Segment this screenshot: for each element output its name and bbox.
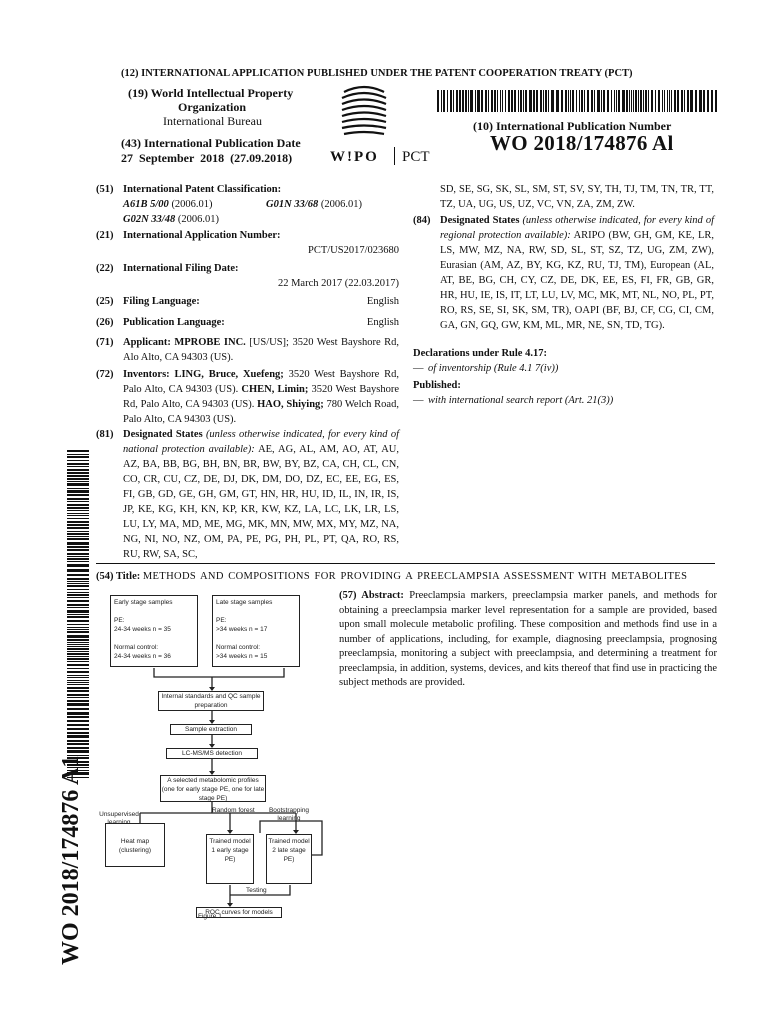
barcode-bar [67,616,89,618]
barcode-bar [67,629,89,630]
barcode-bar [614,90,615,112]
barcode-bar [677,90,679,112]
published-title: Published: [413,380,461,391]
barcode-bar [67,583,89,584]
published-section: Published: — with international search report (Art. 21(3)) [413,378,714,408]
trained-model-1-box: Trained model 1 early stage PE) [206,834,254,884]
barcode-bar [662,90,663,112]
barcode-bar [514,90,516,112]
barcode-bar [67,651,89,652]
barcode-bar [67,594,89,596]
barcode-bar [67,478,89,480]
barcode-bar [477,90,480,112]
step-metabolomic-profiles: A selected metabolomic profiles (one for early stage PE, one for late stage PE) [161,777,265,802]
barcode-bar [629,90,630,112]
early-nc-label: Normal control: [114,644,159,651]
barcode-bar [67,653,89,655]
barcode-bar [594,90,595,112]
barcode-bar [67,481,89,482]
barcode-bar [67,642,89,643]
barcode-bar [523,90,524,112]
barcode-bar [687,90,689,112]
declarations-section: Declarations under Rule 4.17: — of inventorship (Rule 4.1 7(iv)) [413,346,714,376]
barcode-bar [703,90,705,112]
field-25-filing-language: (25) Filing Language: English [96,296,399,307]
barcode-bar [67,646,89,647]
org-name-line2: Organization [178,100,246,114]
barcode-bar [551,90,554,112]
field-71-applicant: (71) Applicant: MPROBE INC. [US/US]; 3520 West Bayshore Rd, Alo Alto, CA 94303 (US). [96,337,400,363]
barcode-bar [67,690,89,692]
barcode-bar [67,574,89,576]
figure-1 [100,585,335,925]
early-nc: 24-34 weeks n = 36 [114,653,171,660]
barcode-bar [591,90,593,112]
inventor-2-address: 3520 West Bayshore Rd, Palo Alto, CA 94303 (US). [123,384,399,410]
barcode-bar [572,90,574,112]
f81-note: (unless otherwise indicated, for every kind of national protection available): [123,429,399,455]
barcode-bar [67,581,89,582]
barcode-bar [67,504,89,506]
barcode-bar [607,90,609,112]
barcode-bar [67,518,89,519]
barcode-bar [67,639,89,641]
barcode-bar [67,556,89,557]
barcode-bar [67,656,89,657]
barcode-bar [437,90,439,112]
barcode-bar [67,589,89,590]
barcode-bar [67,682,89,683]
field-84-regional-states: (84) Designated States (unless otherwise indicated, for every kind of regional protection available): ARIPO (BW, GH, GM, KE, LR, LS, MW, MZ, NA, RW, SD, SL, ST, SZ, TZ, UG, ZM, ZW), Eurasian (AM, AZ, BY, KG, KZ, RU, TJ, TM), European (AL, AT, BE, BG, CH, CY, CZ, DE, DK, EE, ES, FI, FR, GB, GR, HR, HU, IE, IS, IT, LT, LU, LV, MC, MK, MT, NL, NO, PL, PT, RO, RS, SE, SI, SK, SM, TR), OAPI (BF, BJ, CF, CG, CI, CM, GA, GN, GQ, GW, KM, ML, MR, NE, SN, TD, TG). [413,215,715,331]
barcode-bar [491,90,493,112]
barcode-bar [67,607,89,608]
section-divider [96,563,715,564]
barcode-bar [67,494,89,496]
barcode-bar [468,90,469,112]
barcode-bar [450,90,452,112]
f71-label: Applicant: [123,337,171,348]
barcode-bar [497,90,498,112]
barcode-bar [695,90,697,112]
pub-date: 27 September 2018 (27.09.2018) [121,151,293,165]
barcode-bar [67,513,89,514]
step-sample-extraction: Sample extraction [170,724,252,735]
barcode-bar [643,90,644,112]
pub-number: WO 2018/174876 Al [490,131,674,155]
barcode-bar [67,533,89,535]
barcode-bar [67,515,89,516]
barcode-bar [456,90,458,112]
barcode-bar [67,472,89,474]
barcode-bar [67,668,89,669]
barcode-bar [67,687,89,689]
pct-header-line: (12) INTERNATIONAL APPLICATION PUBLISHED UNDER THE PATENT COOPERATION TREATY (PCT) [121,68,633,79]
barcode-bar [67,549,89,551]
barcode-bar [638,90,639,112]
early-stage-samples-box [110,595,198,667]
f25-label: Filing Language: [123,296,200,307]
f81-country-list: AE, AG, AL, AM, AO, AT, AU, AZ, BA, BB, BG, BH, BN, BR, BW, BY, BZ, CA, CH, CL, CN, CO, CR, CU, CZ, DE, DJ, DK, DM, DO, DZ, EC, EE, EG, ES, FI, GB, GD, GE, GH, GM, GT, HN, HR, HU, ID, IL, IN, IR, IS, JP, KE, KG, KH, KN, KP, KR, KW, KZ, LA, LC, LK, LR, LS, LU, LY, MA, MD, ME, MG, MK, MN, MW, MX, MY, MZ, NA, NG, NI, NO, NZ, OM, PA, PE, PG, PH, PL, PT, QA, RO, RS, RU, RW, SA, SC, [123,444,399,560]
barcode-bar [462,90,464,112]
org-bureau: International Bureau [163,114,262,128]
barcode-bar [570,90,571,112]
step-lcms-detection: LC-MS/MS detection [166,748,258,759]
barcode-bar [67,546,89,548]
label-unsupervised: Unsupervised [99,811,139,818]
barcode-bar [67,658,89,660]
published-item: with international search report (Art. 21(3)) [428,395,614,406]
barcode-bar [67,521,89,523]
barcode-bar [67,624,89,625]
barcode-bar [658,90,660,112]
barcode-bar [67,697,89,698]
barcode-bar [494,90,496,112]
f84-region-list: ARIPO (BW, GH, GM, KE, LR, LS, MW, MZ, NA, RW, SD, SL, ST, SZ, TZ, UG, ZM, ZW), Eurasian (AM, AZ, BY, KG, KZ, RU, TJ, TM), European (AL, AT, BE, BG, CH, CY, CZ, DE, DK, EE, ES, FI, FR, GB, GR, HR, HU, IE, IS, IT, LT, LU, LV, MC, MK, MT, NL, NO, PL, PT, RO, RS, SE, SI, SK, SM, TR), OAPI (BF, BJ, CF, CG, CI, CM, GA, GN, GQ, GW, KM, ML, MR, NE, SN, TD, TG). [440,230,715,331]
barcode-bar [67,463,89,465]
barcode-bar [67,569,89,572]
f72-label: Inventors: [123,369,170,380]
roc-curves-box: ROC curves for models [196,907,282,918]
barcode-bar [626,90,628,112]
barcode-bar [684,90,685,112]
barcode-bar [453,90,454,112]
f26-value: English [366,317,399,328]
trained-model-2-box: Trained model 2 late stage PE) [266,834,312,884]
barcode-bar [508,90,510,112]
barcode-bar [568,90,569,112]
side-publication-number: WO 2018/174876 A1 [58,755,84,965]
barcode-bar [67,578,89,580]
barcode-bar [67,644,89,645]
barcode-bar [67,648,89,650]
barcode-bar [67,524,89,526]
barcode-bar [669,90,670,112]
barcode-bar [67,677,89,678]
barcode-bar [67,671,89,673]
ipc-code-c: G02N 33/48 [123,214,176,225]
barcode-bar [67,585,89,587]
barcode-bar [545,90,547,112]
barcode-bar [67,475,89,477]
barcode-bar [651,90,653,112]
barcode-bar [67,488,89,489]
barcode-bar [715,90,717,112]
barcode-bar [655,90,656,112]
barcode-bar [67,664,89,666]
early-pe: 24-34 weeks n = 35 [114,626,171,633]
barcode-bar [603,90,605,112]
barcode-bar [67,558,89,560]
org-name-line1: (19) World Intellectual Property [128,86,294,100]
label-bootstrapping: Bootstrapping learning [268,807,310,822]
barcode-bar [443,90,445,112]
barcode-bar [533,90,535,112]
barcode-bar [67,564,89,567]
label-random-forest: Random forest [212,807,255,814]
barcode-bar [67,536,89,537]
barcode-bar [67,675,89,676]
title-label: (54) Title: [96,571,141,582]
field-81-continued: SD, SE, SG, SK, SL, SM, ST, SV, SY, TH, TJ, TM, TN, TR, TT, TZ, UA, UG, US, UZ, VC, VN, ZA, ZM, ZW. [440,184,714,210]
f81-label: Designated States [123,429,203,440]
f22-value: 22 March 2017 (22.03.2017) [277,278,399,289]
barcode-bar [518,90,519,112]
early-pe-label: PE: [114,617,125,624]
barcode-bar [711,90,713,112]
field-72-inventors: (72) Inventors: LING, Bruce, Xuefeng; 3520 West Bayshore Rd, Palo Alto, CA 94303 (US). CHEN, Limin; 3520 West Bayshore Rd, Palo Alto, CA 94303 (US). HAO, Shiying; 780 Welch Road, Palo Alto, CA 94303 (US). [96,369,399,425]
barcode-bar [529,90,532,112]
barcode-bar [67,604,89,606]
barcode-bar [67,661,89,662]
field-81-designated-states: (81) Designated States (unless otherwise indicated, for every kind of national protection available): AE, AG, AL, AM, AO, AT, AU, AZ, BA, BB, BG, BH, BN, BR, BW, BY, BZ, CA, CH, CL, CN, CO, CR, CU, CZ, DE, DJ, DK, DM, DO, DZ, EC, EE, EG, ES, FI, GB, GD, GE, GH, GM, GT, HN, HR, HU, ID, IL, IN, IR, IS, JP, KE, KG, KH, KN, KP, KR, KW, KZ, LA, LC, LK, LR, LS, LU, LY, MA, MD, ME, MG, MK, MN, MW, MX, MY, MZ, NA, NG, NI, NO, NZ, OM, PA, PE, PG, PH, PL, PT, QA, RO, RS, RU, RW, SA, SC, [96,429,399,560]
heat-map-box: Heat map (clustering) [105,823,165,867]
barcode-bar [671,90,672,112]
late-pe-label: PE: [216,617,227,624]
barcode-bar [536,90,538,112]
late-pe: >34 weeks n = 17 [216,626,268,633]
barcode-bar [707,90,709,112]
early-title: Early stage samples [114,599,173,606]
barcode-bar [556,90,559,112]
f21-label: International Application Number: [123,230,281,241]
label-testing: Testing [246,887,267,894]
barcode-bar [561,90,563,112]
late-nc-label: Normal control: [216,644,261,651]
barcode-bar [475,90,476,112]
inventor-3-address: 780 Welch Road, Palo Alto, CA 94303 (US). [123,399,399,425]
barcode-bar [67,561,89,562]
abstract-text: Preeclampsia markers, preeclampsia marker panels, and methods for obtaining a preeclampsia marker level representation for a sample are provided, based upon small molecule metabolic profiling. These composition and methods find use in a number of applications, including, for example, diagnosing preeclampsia, prognosing preeclampsia, monitoring a subject with preeclampsia, and determining a treatment for preeclampsia, in addition, systems, devices, and kits thereof that find use in practicing the subject methods are provided. [339,590,718,688]
barcode-bar [635,90,637,112]
barcode-bar [67,469,89,471]
barcode-bar [579,90,580,112]
barcode-bar [67,510,89,511]
wipo-logo-text: W!PO [330,149,379,165]
barcode-bar [67,454,89,455]
barcode-bar [645,90,647,112]
ipc-year-b: (2006.01) [320,199,362,210]
barcode-bar [67,466,89,467]
inventor-3: HAO, Shiying; [257,399,324,410]
barcode-bar [67,498,89,500]
barcode-bar [548,90,549,112]
barcode-bar [500,90,501,112]
applicant-address: [US/US]; 3520 West Bayshore Rd, Alo Alto, CA 94303 (US). [123,337,400,363]
barcode-bar [587,90,589,112]
barcode-bar [465,90,467,112]
logo-divider [394,147,395,165]
barcode-bar [565,90,567,112]
step-internal-standards: Internal standards and QC sample preparation [158,691,264,711]
title-54 [96,569,716,584]
wipo-emblem-icon [336,80,392,148]
barcode-bar [511,90,513,112]
barcode-bar [664,90,665,112]
barcode-bar [681,90,683,112]
barcode-bar [67,635,89,638]
f22-label: International Filing Date: [123,263,239,274]
barcode-bar [67,694,89,696]
barcode-bar [67,597,89,598]
pub-date-label: (43) International Publication Date [121,136,301,150]
barcode-bar [67,531,89,532]
pub-number-label: (10) International Publication Number [473,119,672,133]
barcode-bar [481,90,483,112]
barcode-bar [674,90,676,112]
field-21-application-number: (21) International Application Number: PCT/US2017/023680 [96,230,399,256]
barcode-bar [581,90,583,112]
barcode-bar [67,501,89,502]
barcode-bar [576,90,577,112]
abstract-label: (57) Abstract: [339,590,404,601]
barcode-bar [67,553,89,555]
inventor-2: CHEN, Limin; [241,384,309,395]
barcode-bar [488,90,489,112]
barcode-bar [67,680,89,681]
barcode-bar [441,90,442,112]
barcode-bar [67,483,89,486]
applicant-name: MPROBE INC. [174,337,246,348]
barcode-bar [67,456,89,458]
barcode-bar [67,450,89,452]
f26-label: Publication Language: [123,317,225,328]
barcode-bar [67,592,89,593]
barcode-bar [690,90,693,112]
barcode-bar [67,490,89,493]
barcode-bar [520,90,522,112]
barcode-bar [67,542,89,545]
pct-logo-text: PCT [402,149,430,165]
ipc-code-b: G01N 33/68 [266,199,319,210]
barcode-bar [470,90,473,112]
barcode-bar [631,90,632,112]
inventor-1-address: 3520 West Bayshore Rd, Palo Alto, CA 94303 (US). [123,369,399,395]
barcode-bar [618,90,620,112]
barcode-bar [485,90,487,112]
barcode-bar [67,538,89,540]
inventor-1: LING, Bruce, Xuefeng; [174,369,284,380]
barcode-bar [597,90,600,112]
barcode-bar [633,90,634,112]
late-nc: >34 weeks n = 15 [216,653,268,660]
late-title: Late stage samples [216,599,273,606]
title-text: METHODS AND COMPOSITIONS FOR PROVIDING A PREECLAMPSIA ASSESSMENT WITH METABOLITES [142,571,688,582]
field-51-classification: (51) International Patent Classification: A61B 5/00 (2006.01) G01N 33/68 (2006.01) G02N 33/48 (2006.01) [96,184,362,225]
declarations-title: Declarations under Rule 4.17: [413,348,547,359]
barcode-bar [67,684,89,685]
f25-value: English [366,296,399,307]
figure-caption: Figure 1 [198,913,222,920]
barcode-bar [67,700,89,702]
barcode-bar [640,90,642,112]
barcode-bar [667,90,668,112]
barcode-bar [505,90,506,112]
barcode-bar [67,620,89,622]
field-22-filing-date: (22) International Filing Date: 22 March 2017 (22.03.2017) [96,263,399,289]
barcode-bar [447,90,448,112]
ipc-year-a: (2006.01) [171,199,213,210]
barcode-bar [67,631,89,633]
barcode-bar [699,90,702,112]
barcode-bar [67,527,89,529]
field-26-publication-language: (26) Publication Language: English [96,317,399,328]
barcode-bar [525,90,527,112]
barcode-bar [67,614,89,615]
barcode-bar [648,90,649,112]
barcode-bar [67,600,89,602]
ipc-year-c: (2006.01) [177,214,219,225]
declaration-item: of inventorship (Rule 4.1 7(iv)) [428,363,559,374]
f21-value: PCT/US2017/023680 [307,245,399,256]
barcode-bar [502,90,503,112]
late-stage-samples-box [212,595,300,667]
barcode-bar [622,90,625,112]
barcode-bar [611,90,612,112]
barcode-bar [543,90,544,112]
barcode-bar [584,90,585,112]
ipc-code-a: A61B 5/00 [123,199,169,210]
barcode-bar [67,507,89,509]
f84-label: Designated States [440,215,520,226]
abstract-57 [339,589,717,691]
barcode [437,90,718,112]
barcode-bar [67,460,89,461]
barcode-bar [616,90,617,112]
barcode-bar [540,90,542,112]
barcode-bar [601,90,602,112]
f51-label: International Patent Classification: [123,184,282,195]
barcode-bar [459,90,461,112]
barcode-bar [67,610,89,613]
barcode-bar [67,627,89,628]
f84-note: (unless otherwise indicated, for every kind of regional protection available): [440,215,714,241]
